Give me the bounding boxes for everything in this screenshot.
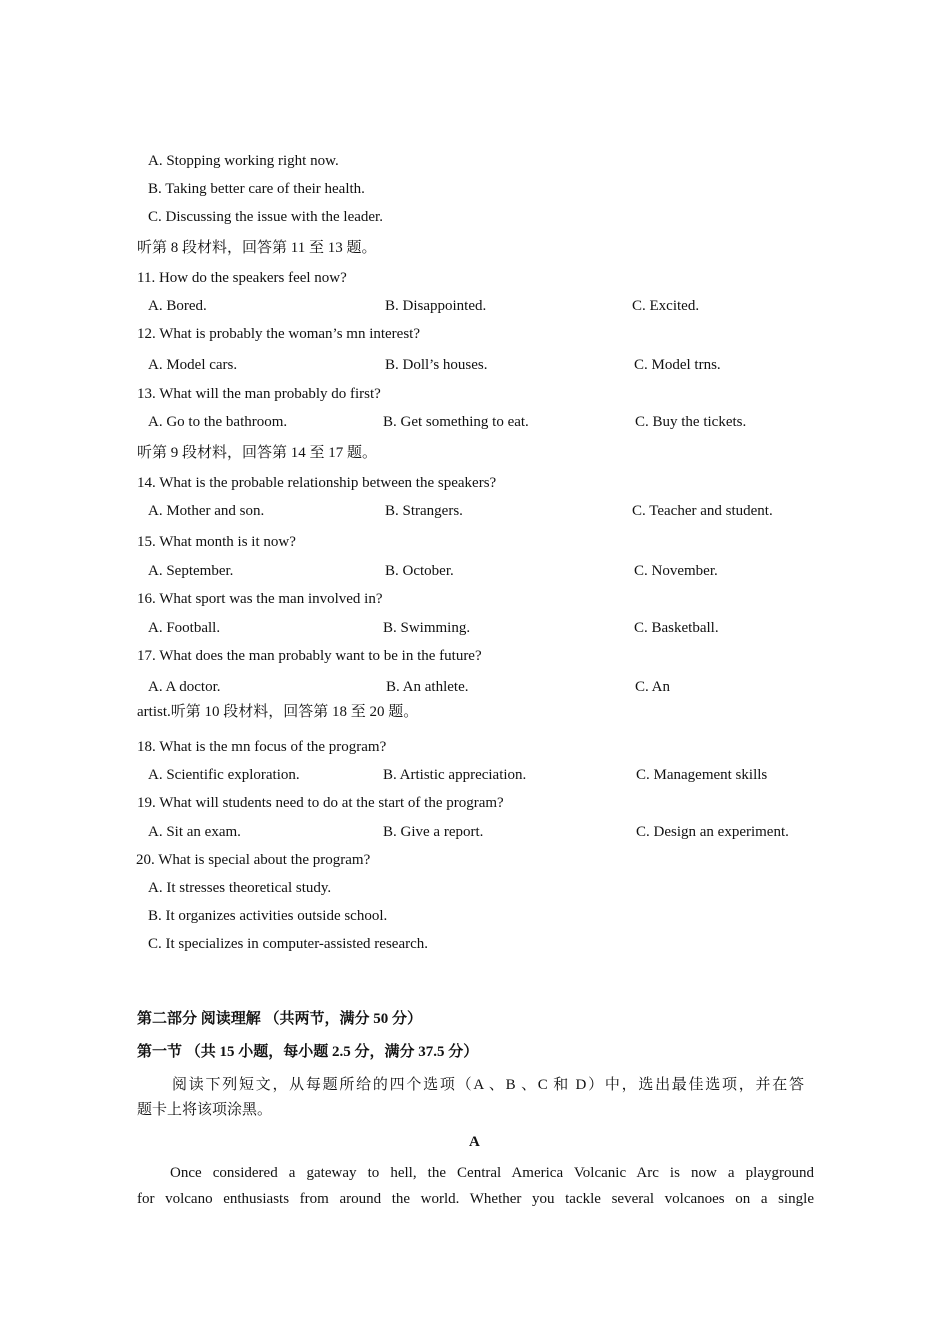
q18-option-b: B. Artistic appreciation. (383, 767, 527, 783)
q13-question: 13. What will the man probably do first? (137, 386, 381, 402)
q11-option-c: C. Excited. (632, 298, 700, 314)
q14-option-a: A. Mother and son. (148, 503, 265, 519)
q14-option-c: C. Teacher and student. (632, 503, 773, 519)
q13-option-c: C. Buy the tickets. (635, 414, 747, 430)
q12-option-a: A. Model cars. (148, 357, 238, 373)
q19-option-a: A. Sit an exam. (148, 824, 241, 840)
q14-option-b: B. Strangers. (385, 503, 463, 519)
q10-option-a: A. Stopping working right now. (148, 153, 339, 169)
section1-heading: 第一节 （共 15 小题，每小题 2.5 分，满分 37.5 分） (137, 1044, 479, 1060)
instruction-line-1: 阅读下列短文，从每题所给的四个选项（A 、B 、C 和 D）中，选出最佳选项，并在答 (172, 1077, 804, 1093)
q16-option-b: B. Swimming. (383, 620, 471, 636)
q12-question: 12. What is probably the woman’s mn interest? (137, 326, 421, 342)
q10-option-b: B. Taking better care of their health. (148, 181, 365, 197)
q10-option-c: C. Discussing the issue with the leader. (148, 209, 383, 225)
instruction-line-2: 题卡上将该项涂黑。 (137, 1102, 273, 1118)
passage-line-1: Once considered a gateway to hell, the Central America Volcanic Arc is now a playground (170, 1165, 814, 1181)
q18-option-a: A. Scientific exploration. (148, 767, 300, 783)
q19-option-c: C. Design an experiment. (636, 824, 789, 840)
q17-option-b: B. An athlete. (386, 679, 469, 695)
q15-option-c: C. November. (634, 563, 718, 579)
q16-option-c: C. Basketball. (634, 620, 719, 636)
section9-note: 听第 9 段材料，回答第 14 至 17 题。 (137, 445, 378, 461)
q15-option-b: B. October. (385, 563, 454, 579)
q20-question: 20. What is special about the program? (136, 852, 371, 868)
q16-option-a: A. Football. (148, 620, 221, 636)
q17-option-a: A. A doctor. (148, 679, 221, 695)
q19-question: 19. What will students need to do at the start of the program? (137, 795, 504, 811)
q16-question: 16. What sport was the man involved in? (137, 591, 383, 607)
section8-note: 听第 8 段材料，回答第 11 至 13 题。 (137, 240, 377, 256)
q17-question: 17. What does the man probably want to be in the future? (137, 648, 482, 664)
q18-option-c: C. Management skills (636, 767, 768, 783)
q17-wrap-and-section10-note: artist.听第 10 段材料，回答第 18 至 20 题。 (137, 704, 419, 720)
passage-line-2: for volcano enthusiasts from around the world. Whether you tackle several volcanoes on a single (137, 1191, 814, 1207)
q18-question: 18. What is the mn focus of the program? (137, 739, 387, 755)
q15-question: 15. What month is it now? (137, 534, 296, 550)
q14-question: 14. What is the probable relationship between the speakers? (137, 475, 497, 491)
q11-option-a: A. Bored. (148, 298, 207, 314)
q12-option-c: C. Model trns. (634, 357, 721, 373)
q13-option-b: B. Get something to eat. (383, 414, 529, 430)
q11-option-b: B. Disappointed. (385, 298, 487, 314)
passage-label: A (469, 1134, 480, 1150)
q19-option-b: B. Give a report. (383, 824, 484, 840)
q11-question: 11. How do the speakers feel now? (137, 270, 347, 286)
q20-option-b: B. It organizes activities outside school. (148, 908, 388, 924)
part2-heading: 第二部分 阅读理解 （共两节，满分 50 分） (137, 1011, 423, 1027)
q13-option-a: A. Go to the bathroom. (148, 414, 288, 430)
q15-option-a: A. September. (148, 563, 234, 579)
q12-option-b: B. Doll’s houses. (385, 357, 488, 373)
q20-option-c: C. It specializes in computer-assisted research. (148, 936, 429, 952)
q20-option-a: A. It stresses theoretical study. (148, 880, 332, 896)
q17-option-c: C. An (635, 679, 671, 695)
